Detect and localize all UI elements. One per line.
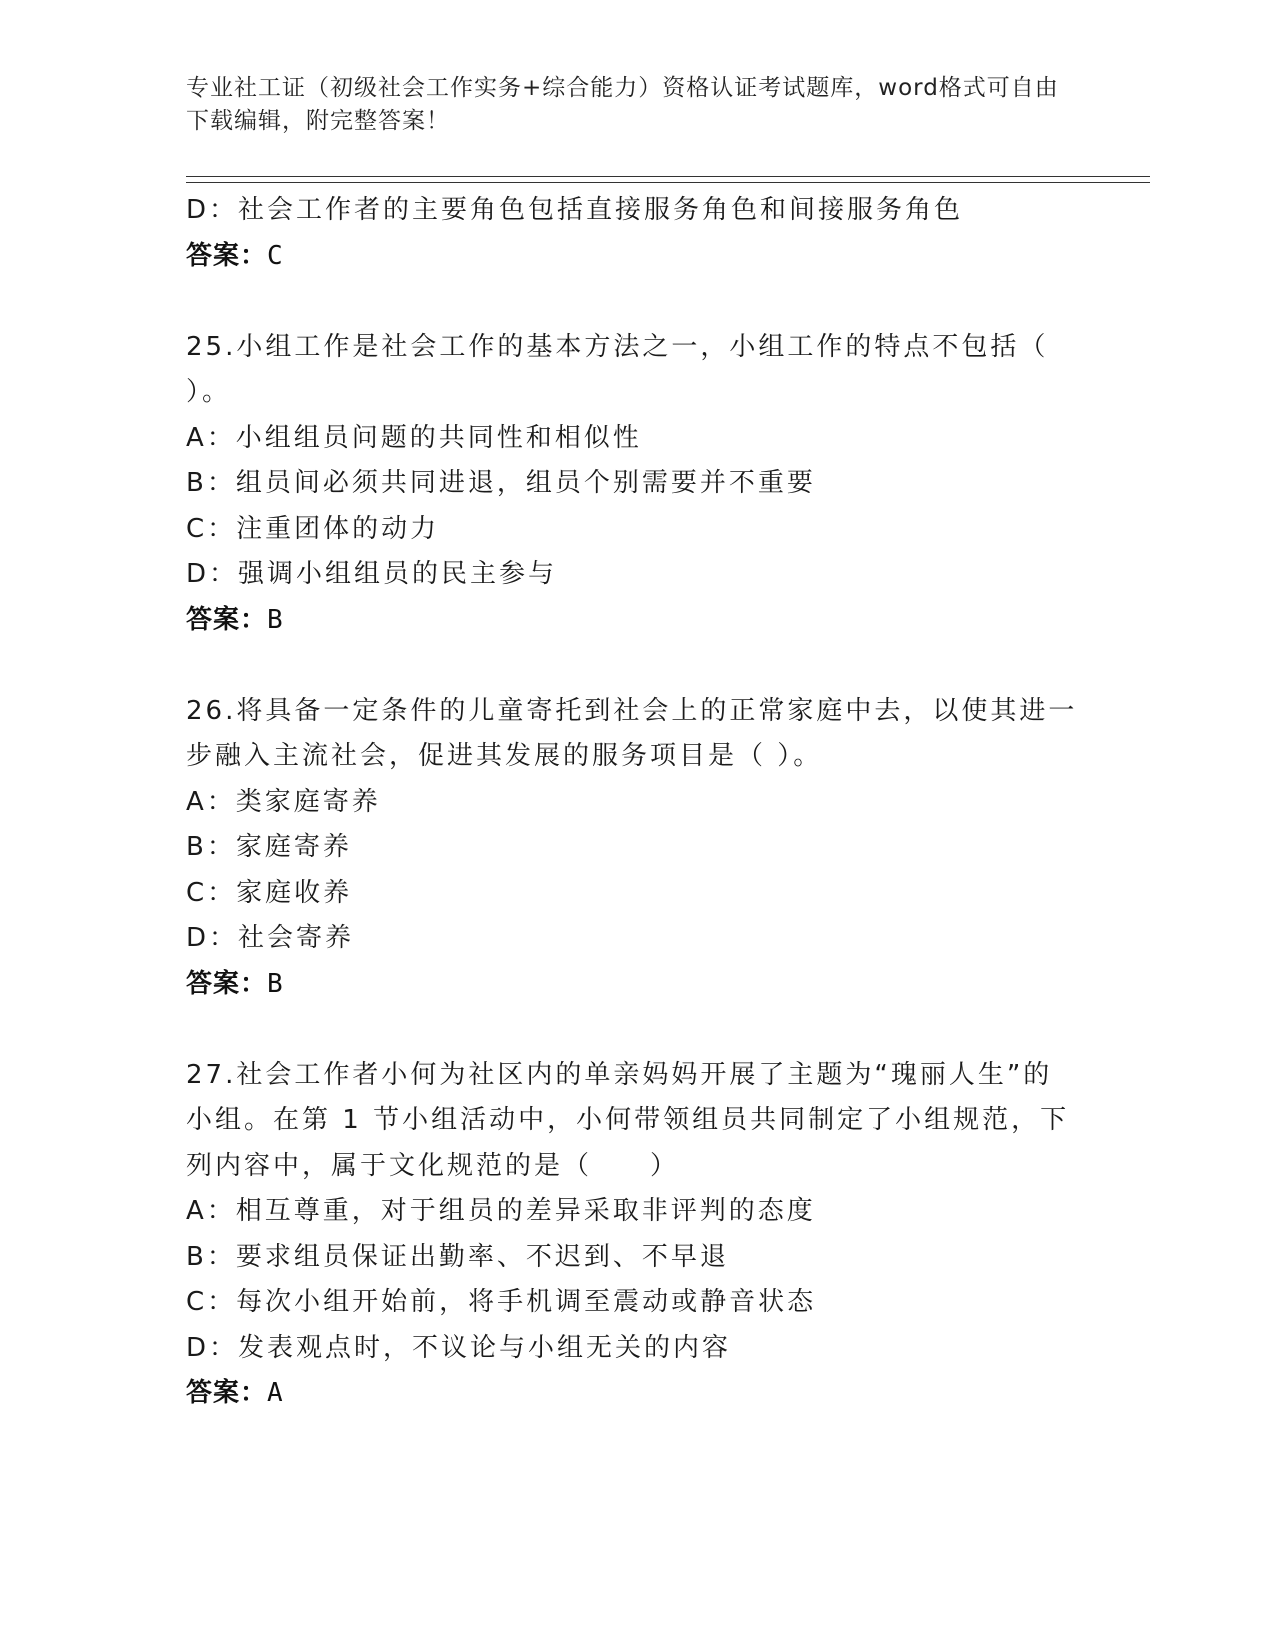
answer-value: A [267,1378,283,1408]
question-stem: 25.小组工作是社会工作的基本方法之一，小组工作的特点不包括（ [186,331,1049,362]
header-divider [186,176,1150,183]
option-c: C：家庭收养 [186,877,353,908]
page-header [186,72,1086,138]
spacer [186,643,1106,689]
answer [186,598,1106,644]
option-b: B：要求组员保证出勤率、不迟到、不早退 [186,1241,729,1272]
answer-label: 答案： [186,1378,268,1408]
question-stem: 列内容中，属于文化规范的是（ ） [186,1150,680,1181]
answer [186,962,1106,1008]
question-24-tail [186,188,1106,279]
header-line-1: 专业社工证（初级社会工作实务+综合能力）资格认证考试题库，word格式可自由 [186,75,1059,101]
option-d: D：社会寄养 [186,923,355,953]
question-stem: 步融入主流社会，促进其发展的服务项目是（ ）。 [186,741,823,771]
document-body [186,188,1106,1417]
answer-value: B [267,604,283,635]
option-b: B：家庭寄养 [186,832,352,862]
option-d: D：发表观点时，不议论与小组无关的内容 [186,1332,732,1363]
option-c: C：每次小组开始前，将手机调至震动或静音状态 [186,1287,817,1317]
question-stem: 小组。在第 1 节小组活动中，小何带领组员共同制定了小组规范，下 [186,1105,1070,1135]
question-27 [186,1053,1106,1417]
question-stem: ）。 [186,377,232,407]
option-d: D：强调小组组员的民主参与 [186,559,558,589]
option-c: C：注重团体的动力 [186,513,440,544]
option-b: B：组员间必须共同进退，组员个别需要并不重要 [186,468,816,498]
answer [186,1371,1106,1417]
spacer [186,279,1106,325]
question-25 [186,325,1106,644]
question-stem: 26.将具备一定条件的儿童寄托到社会上的正常家庭中去，以使其进一 [186,695,1078,726]
answer [186,234,1106,280]
option-d: D：社会工作者的主要角色包括直接服务角色和间接服务角色 [186,195,964,225]
answer-label: 答案： [186,240,268,271]
option-a: A：相互尊重，对于组员的差异采取非评判的态度 [186,1196,816,1226]
option-a: A：类家庭寄养 [186,786,381,817]
answer-value: B [267,968,283,999]
answer-label: 答案： [186,604,268,635]
spacer [186,1007,1106,1053]
header-line-2: 下载编辑，附完整答案！ [186,108,450,134]
option-a: A：小组组员问题的共同性和相似性 [186,422,642,453]
question-26 [186,689,1106,1008]
answer-label: 答案： [186,968,268,999]
answer-value: C [267,240,283,271]
question-stem: 27.社会工作者小何为社区内的单亲妈妈开展了主题为“瑰丽人生”的 [186,1059,1053,1090]
